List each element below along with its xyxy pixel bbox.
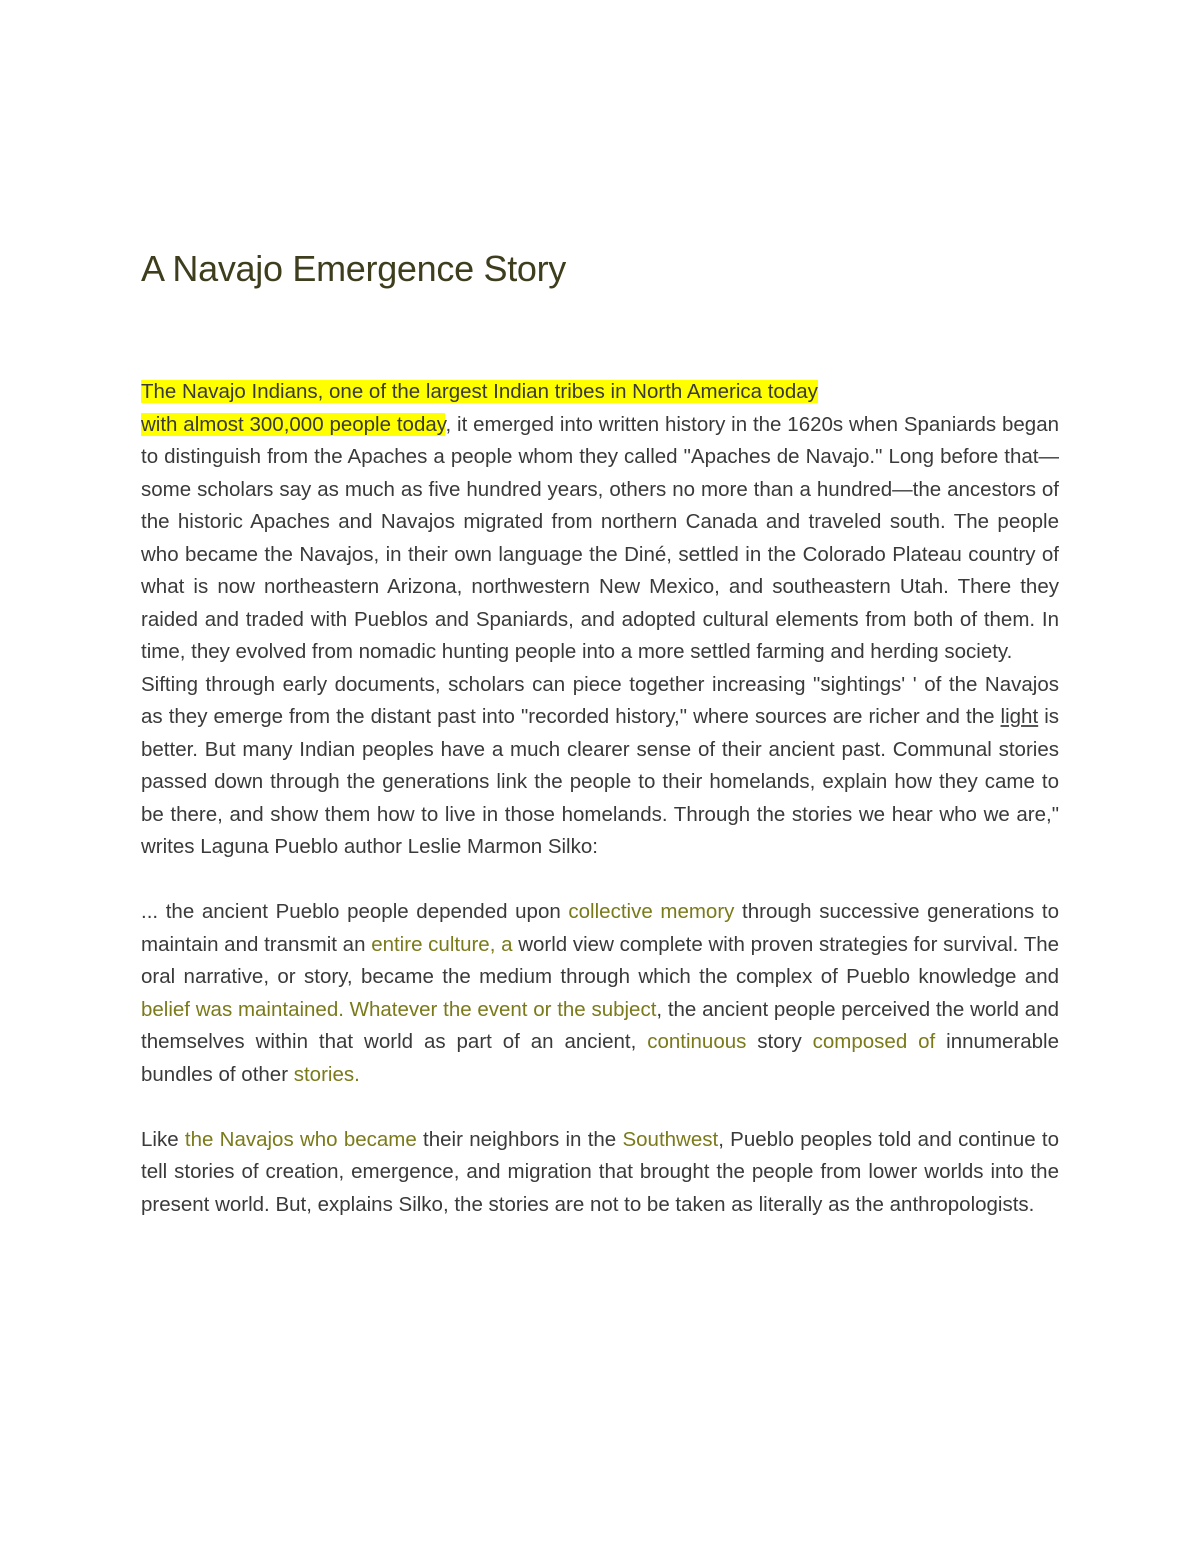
quote-olive-text: stories. xyxy=(293,1062,360,1086)
block-quote xyxy=(141,896,1059,1091)
quote-text: innumerable bundles of other xyxy=(141,1030,1060,1086)
paragraph-text: their neighbors in the xyxy=(416,1127,623,1151)
spacer xyxy=(141,864,1059,897)
spacer xyxy=(141,291,1059,376)
quote-olive-text: belief was maintained. Whatever the event or the subject xyxy=(141,997,657,1021)
quote-text: ... the ancient Pueblo people depended upon xyxy=(141,900,569,923)
quote-olive-text: collective memory xyxy=(568,900,735,923)
highlighted-line xyxy=(141,376,1059,409)
paragraph-text: Sifting through early documents, scholars can piece together increasing "sightings' ' of the Navajos as they emerge from the distant past into "recorded history," where sources are richer and the xyxy=(141,672,1059,728)
spacer xyxy=(141,1091,1059,1124)
quote-text: , the ancient people perceived the world and themselves within that world as part of an ancient, xyxy=(141,997,1060,1053)
paragraph-final xyxy=(141,1124,1059,1222)
highlighted-text: with almost 300,000 people today xyxy=(141,412,446,436)
underlined-word: light xyxy=(1000,705,1039,728)
quote-olive-text: composed of xyxy=(812,1030,936,1053)
paragraph-text: , Pueblo peoples told and continue to tell stories of creation, emergence, and migration that brought the people from lower worlds into the present world. But, explains Silko, the stories are not to be taken as literally as the anthropologists. xyxy=(141,1127,1060,1216)
paragraph-intro xyxy=(141,409,1059,669)
quote-text: world view complete with proven strategies for survival. The oral narrative, or story, became the medium through which the complex of Pueblo knowledge and xyxy=(141,932,1060,988)
paragraph-olive-text: Southwest xyxy=(622,1127,719,1151)
paragraph-sightings xyxy=(141,669,1059,864)
document-body xyxy=(141,247,1059,1221)
quote-olive-text: entire culture, a xyxy=(371,932,513,956)
paragraph-text: Like xyxy=(141,1127,185,1151)
paragraph-text: , it emerged into written history in the 1620s when Spaniards began to distinguish from the Apaches a people whom they called "Apaches de Navajo." Long before that—some scholars say as much as five hundred years, others no more than a hundred—the ancestors of the historic Apaches and Navajos migrated from northern Canada and traveled south. The people who became the Navajos, in their own language the Diné, settled in the Colorado Plateau country of what is now northeastern Arizona, northwestern New Mexico, and southeastern Utah. There they raided and traded with Pueblos and Spaniards, and adopted cultural elements from both of them. In time, they evolved from nomadic hunting people into a more settled farming and herding society. xyxy=(141,412,1059,663)
quote-text: story xyxy=(746,1030,813,1053)
highlighted-text: The Navajo Indians, one of the largest Indian tribes in North America today xyxy=(141,380,818,403)
quote-text: through successive generations to maintain and transmit an xyxy=(141,900,1059,956)
quote-olive-text: continuous xyxy=(647,1030,747,1053)
paragraph-olive-text: the Navajos who became xyxy=(184,1127,417,1151)
paragraph-text: is better. But many Indian peoples have a much clearer sense of their ancient past. Communal stories passed down through the generations link the people to their homelands, explain how they came to be there, and show them how to live in those homelands. Through the stories we hear who we are," writes Laguna Pueblo author Leslie Marmon Silko: xyxy=(141,705,1060,858)
document-title: A Navajo Emergence Story xyxy=(141,248,567,289)
